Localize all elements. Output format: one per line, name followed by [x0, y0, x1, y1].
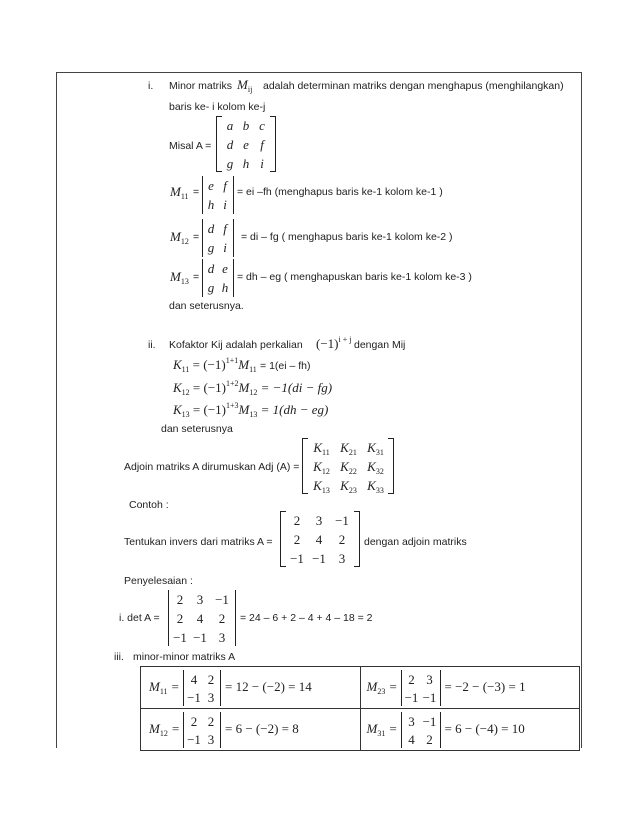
minor-cell-m11-matrix: 4 2 −1 3: [183, 670, 221, 706]
minor-intro-a: Minor matriks: [169, 80, 233, 92]
minor-m12-result: = di – fg ( menghapus baris ke-1 kolom ke-2 ): [241, 231, 453, 243]
contoh-task-end: dengan adjoin matriks: [364, 536, 467, 548]
cofactor-etc: dan seterusnya: [161, 423, 233, 435]
minor-m13-eq: =: [193, 271, 200, 283]
minor-m13-result: = dh – eg ( menghapuskan baris ke-1 kolom ke-3 ): [237, 271, 472, 283]
adjoin-label: Adjoin matriks A dirumuskan Adj (A) =: [124, 461, 300, 473]
minor-cell-m23-matrix: 2 3 −1 −1: [401, 670, 441, 706]
minor-cell-m12-matrix: 2 2 −1 3: [183, 712, 221, 748]
minor-symbol: $M_{ij}$: [237, 77, 253, 94]
cofactor-text-b: dengan Mij: [354, 339, 406, 351]
minor-intro-b: adalah determinan matriks dengan menghapus (menghilangkan): [263, 80, 564, 92]
minor-m12-matrix: d f g i: [202, 219, 234, 257]
minor-m12-symbol: $M_{12}$: [170, 229, 189, 246]
minor-cell-m31-matrix: 3 −1 4 2: [401, 712, 441, 748]
minor-m11-result: = ei –fh (menghapus baris ke-1 kolom ke-1 ): [237, 186, 443, 198]
matrix-a-general: a b c d e f g h i: [216, 116, 276, 172]
section-i-marker: i.: [148, 80, 154, 92]
minor-cell-m11: $M_{11}$ = 4 2 −1 3 = 12 − (−2) = 14: [141, 667, 361, 709]
contoh-matrix: 2 3 −1 2 4 2 −1 −1 3: [280, 511, 360, 567]
minor-line2: baris ke- i kolom ke-j: [169, 101, 266, 113]
contoh-task: Tentukan invers dari matriks A =: [124, 536, 273, 548]
cofactor-power: $(-1)^{i + j}$: [316, 335, 352, 351]
minor-etc: dan seterusnya.: [169, 300, 244, 312]
minor-m11-eq: =: [193, 186, 200, 198]
det-result: = 24 – 6 + 2 – 4 + 4 – 18 = 2: [240, 612, 373, 624]
minor-cell-m31: $M_{31}$ = 3 −1 4 2 = 6 − (−4) = 10: [360, 709, 580, 751]
minor-m11-matrix: e f h i: [202, 176, 234, 214]
section-ii-marker: ii.: [148, 339, 156, 351]
det-matrix: 2 3 −1 2 4 2 −1 −1 3: [168, 590, 236, 646]
cofactor-text-a: Kofaktor Kij adalah perkalian: [169, 339, 303, 351]
minor-m13-symbol: $M_{13}$: [170, 269, 189, 286]
minor-m13-matrix: d e g h: [202, 259, 234, 297]
minor-m11-symbol: $M_{11}$: [170, 184, 189, 201]
minor-cell-m23: $M_{23}$ = 2 3 −1 −1 = −2 − (−3) = 1: [360, 667, 580, 709]
adjoin-matrix: $K_{11}$ $K_{21}$ $K_{31}$ $K_{12}$ $K_{22}$ $K_{32}$ $K_{13}$ $K_{23}$ $K_{33}$: [302, 438, 394, 494]
section-iii-marker: iii.: [114, 651, 124, 663]
misal-label: Misal A =: [169, 140, 212, 152]
minor-m12-eq: =: [193, 231, 200, 243]
det-label: i. det A =: [119, 612, 160, 624]
cofactor-k13: $K_{13} = (-1)^{1+3}M_{13} = 1(dh - eg)$: [173, 401, 329, 419]
contoh-label: Contoh :: [129, 499, 169, 511]
minor-cell-m12: $M_{12}$ = 2 2 −1 3 = 6 − (−2) = 8: [141, 709, 361, 751]
minors-title: minor-minor matriks A: [133, 651, 236, 663]
cofactor-k12: $K_{12} = (-1)^{1+2}M_{12} = -1(di - fg)$: [173, 379, 333, 397]
cofactor-k11: $K_{11} = (-1)^{1+1}M_{11} = 1(ei - fh)$: [173, 356, 311, 374]
minors-table: [140, 666, 580, 751]
solution-label: Penyelesaian :: [124, 575, 193, 587]
